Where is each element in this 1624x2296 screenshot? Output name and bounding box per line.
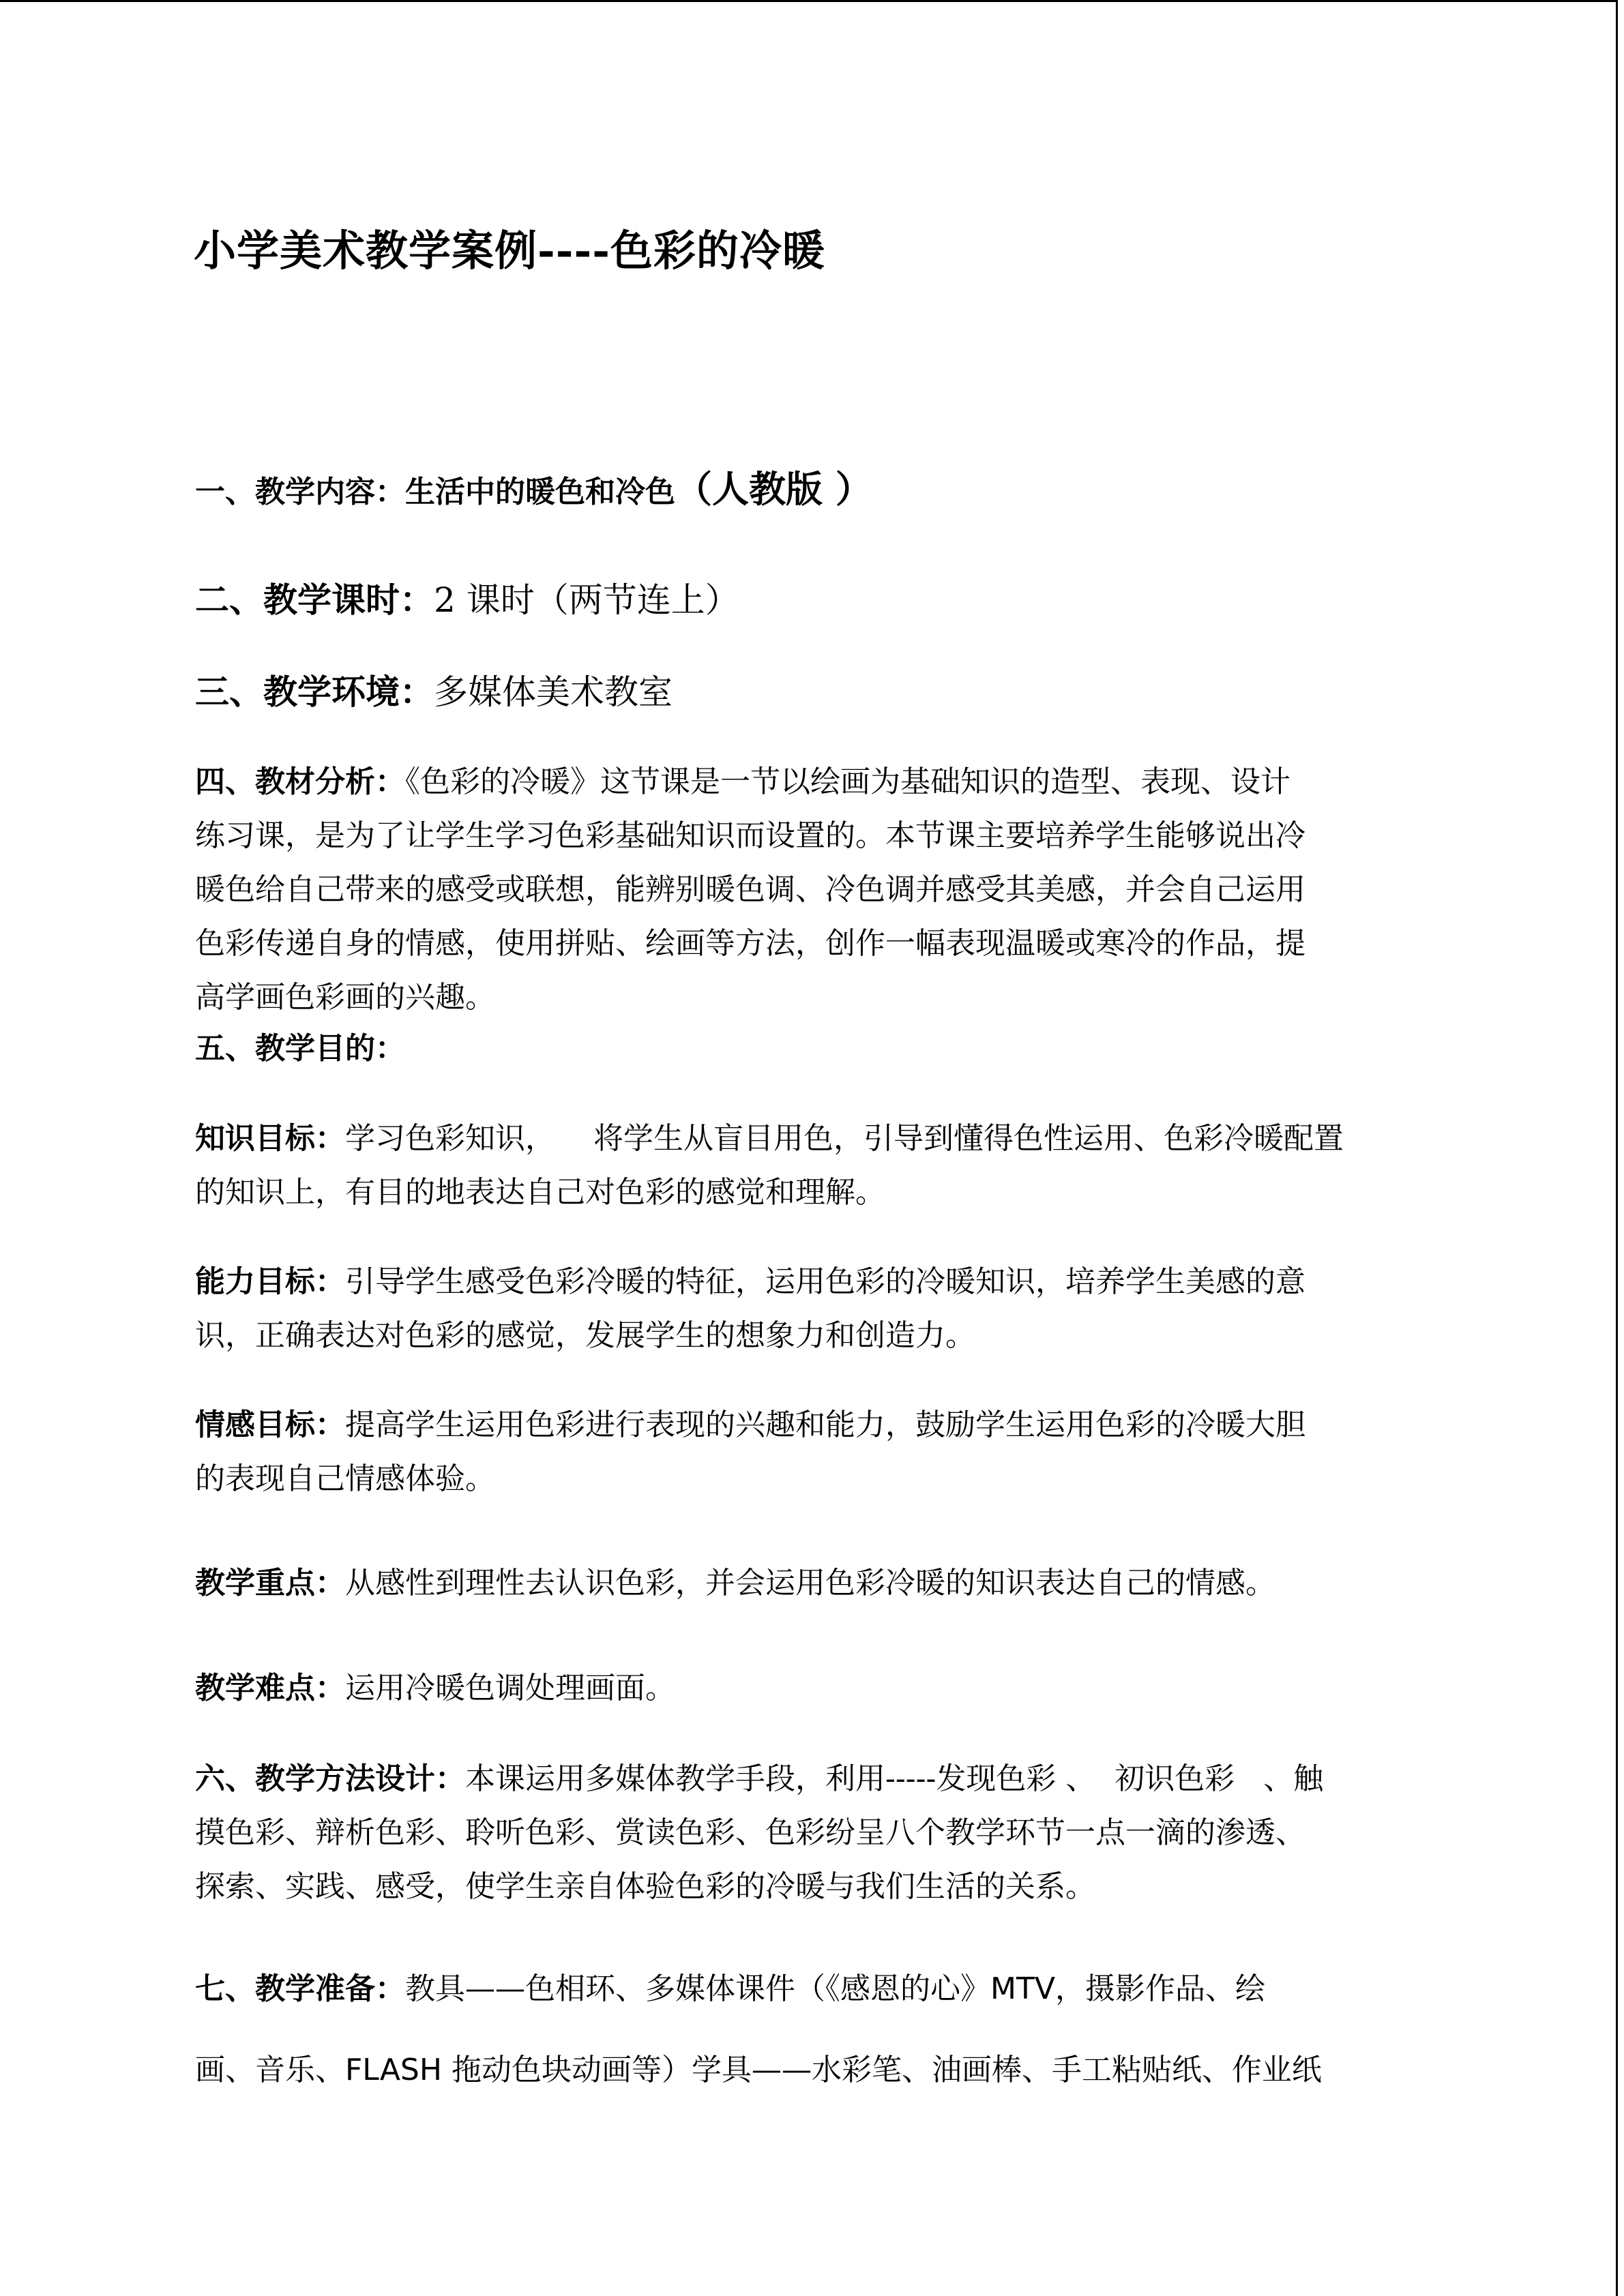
section-preparation-flash: FLASH — [345, 2053, 442, 2087]
section-preparation-label: 七、教学准备： — [195, 1971, 405, 2006]
section-analysis-line: 练习课，是为了让学生学习色彩基础知识而设置的。本节课主要培养学生能够说出冷 — [195, 818, 1305, 853]
teaching-difficulty — [195, 1673, 675, 1703]
section-preparation-mtv: MTV — [990, 1971, 1055, 2006]
section-hours-label: 二、教学课时： — [195, 580, 434, 620]
section-environment — [195, 672, 673, 712]
section-content — [195, 467, 872, 511]
section-analysis-line: 《色彩的冷暖》这节课是一节以绘画为基础知识的造型、表现、设计 — [405, 764, 1290, 799]
ability-goal-line: 引导学生感受色彩冷暖的特征，运用色彩的冷暖知识，培养学生美感的意 — [345, 1264, 1305, 1299]
section-method-line: 探索、实践、感受，使学生亲自体验色彩的冷暖与我们生活的关系。 — [195, 1869, 1095, 1904]
section-preparation-text: 拖动色块动画等）学具——水彩笔、油画棒、手工粘贴纸、作业纸 — [441, 2053, 1322, 2087]
section-analysis — [195, 764, 1290, 799]
ability-goal-line: 识，正确表达对色彩的感觉，发展学生的想象力和创造力。 — [195, 1318, 975, 1353]
section-preparation-text: 画、音乐、 — [195, 2053, 345, 2087]
section-goals-label: 五、教学目的： — [195, 1031, 405, 1066]
emotion-goal — [195, 1407, 1305, 1442]
emotion-goal-label: 情感目标： — [195, 1407, 345, 1442]
section-preparation — [195, 1971, 1265, 2006]
section-hours-text: 2 课时（两节连上） — [434, 580, 739, 620]
section-analysis-line: 暖色给自己带来的感受或联想，能辨别暖色调、冷色调并感受其美感，并会自己运用 — [195, 872, 1305, 907]
teaching-key-point-label: 教学重点： — [195, 1566, 345, 1600]
ability-goal-label: 能力目标： — [195, 1264, 345, 1299]
section-content-label: 一、教学内容： — [195, 475, 405, 509]
section-environment-text: 多媒体美术教室 — [434, 672, 673, 712]
section-analysis-line: 色彩传递自身的情感，使用拼贴、绘画等方法，创作一幅表现温暖或寒冷的作品，提 — [195, 926, 1305, 961]
section-content-edition: （人教版 ） — [675, 467, 872, 511]
emotion-goal-line: 的表现自己情感体验。 — [195, 1461, 495, 1496]
section-environment-label: 三、教学环境： — [195, 672, 434, 712]
ability-goal — [195, 1264, 1305, 1299]
teaching-key-point-text: 从感性到理性去认识色彩，并会运用色彩冷暖的知识表达自己的情感。 — [345, 1566, 1275, 1600]
section-preparation-line2 — [195, 2055, 1322, 2085]
section-method-line: 摸色彩、辩析色彩、聆听色彩、赏读色彩、色彩纷呈八个教学环节一点一滴的渗透、 — [195, 1815, 1305, 1850]
section-analysis-line: 高学画色彩画的兴趣。 — [195, 980, 495, 1015]
knowledge-goal-label: 知识目标： — [195, 1121, 345, 1156]
teaching-key-point — [195, 1568, 1275, 1598]
section-content-text: 生活中的暖色和冷色 — [405, 475, 675, 509]
section-method — [195, 1761, 1324, 1796]
document-title: 小学美术教学案例----色彩的冷暖 — [194, 226, 825, 275]
knowledge-goal-line: 学习色彩知识， 将学生从盲目用色，引导到懂得色性运用、色彩冷暖配置 — [345, 1121, 1344, 1156]
section-preparation-text: 教具——色相环、多媒体课件（《感恩的心》 — [405, 1971, 990, 2006]
section-analysis-label: 四、教材分析： — [195, 764, 405, 799]
emotion-goal-line: 提高学生运用色彩进行表现的兴趣和能力，鼓励学生运用色彩的冷暖大胆 — [345, 1407, 1305, 1442]
section-preparation-text: ，摄影作品、绘 — [1054, 1971, 1265, 2006]
teaching-difficulty-label: 教学难点： — [195, 1671, 345, 1705]
knowledge-goal-line: 的知识上，有目的地表达自己对色彩的感觉和理解。 — [195, 1175, 885, 1210]
section-method-label: 六、教学方法设计： — [195, 1761, 465, 1796]
section-goals — [195, 1031, 405, 1066]
teaching-difficulty-text: 运用冷暖色调处理画面。 — [345, 1671, 675, 1705]
section-method-line: 本课运用多媒体教学手段，利用-----发现色彩 、 初识色彩 、触 — [465, 1761, 1324, 1796]
section-hours — [195, 580, 739, 620]
knowledge-goal — [195, 1121, 1344, 1156]
